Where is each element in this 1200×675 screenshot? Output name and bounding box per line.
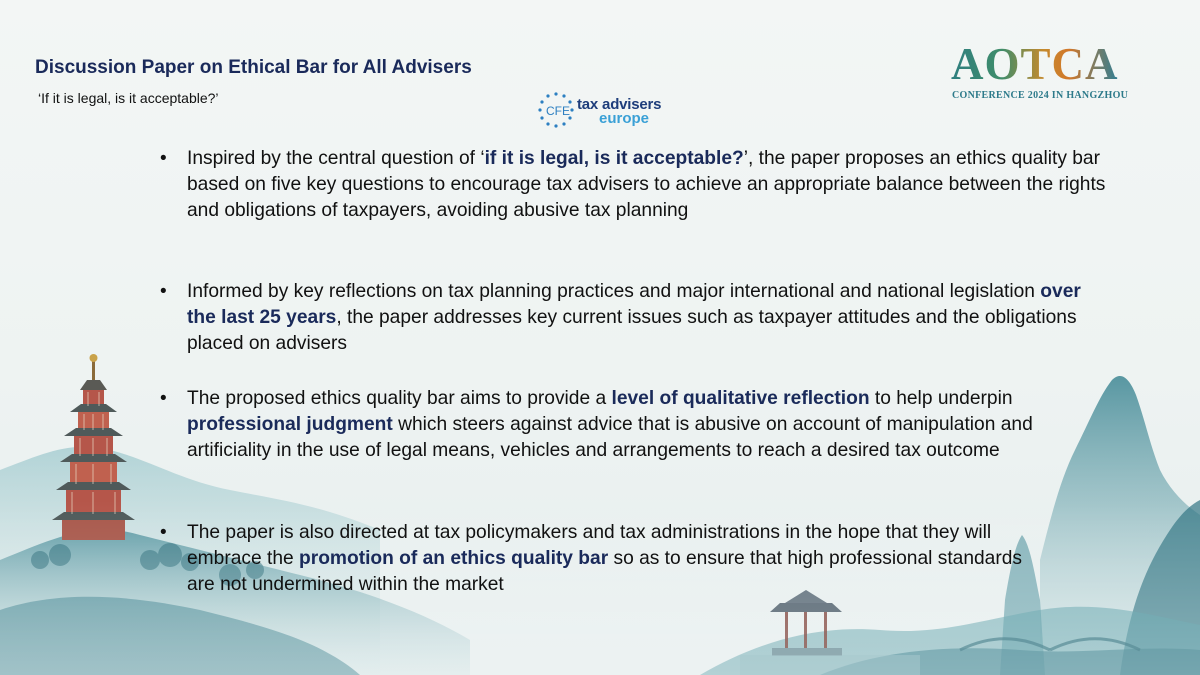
aotca-conference-subtitle: CONFERENCE 2024 IN HANGZHOU [952,90,1129,101]
cfe-tax-advisers-europe-logo [536,90,671,132]
page-subtitle: ‘If it is legal, is it acceptable?’ [38,90,219,106]
bullet-text-part: so as to ensure that high professional standards are not undermined within the market [187,548,1023,595]
bullet-dot: • [160,148,167,169]
bullet-dot: • [160,522,167,543]
bullet-text [187,146,1107,224]
bullet-text-part: The paper is also directed at tax policymakers and tax administrations in the hope that they will embrace the [187,522,992,569]
bullet-text [187,520,1047,598]
bullet-emphasis: over the last 25 years [187,281,1081,328]
bullet-text-part: ’, the paper proposes an ethics quality bar based on five key questions to encourage tax advisers to achieve an appropriate balance between the rights and obligations of taxpayers, avoiding abusive tax planning [187,148,1106,221]
bullet-text-part: Informed by key reflections on tax planning practices and major international and national legislation [187,281,1041,302]
page-title: Discussion Paper on Ethical Bar for All Advisers [35,57,472,78]
cfe-tax-advisers-text: tax advisers [577,96,662,113]
bullet-item [160,279,1107,357]
bullet-text-part: , the paper addresses key current issues such as taxpayer attitudes and the obligations placed on advisers [187,307,1077,354]
bullet-item [160,386,1107,464]
bullet-text [187,279,1107,357]
bullet-text-part: which steers against advice that is abusive on account of manipulation and artificiality in the use of legal means, vehicles and arrangements to reach a desired tax outcome [187,414,1033,461]
bullet-emphasis: professional judgment [187,414,393,435]
bullet-item [160,146,1107,224]
aotca-wordmark: AOTCA [951,39,1119,89]
bullet-text-part: to help underpin [869,388,1013,409]
bullet-emphasis: level of qualitative reflection [611,388,870,409]
bullet-emphasis: promotion of an ethics quality bar [299,548,609,569]
aotca-conference-logo [948,38,1148,108]
bullet-emphasis: if it is legal, is it acceptable? [484,148,744,169]
cfe-abbrev: CFE [546,104,570,118]
bullet-item [160,520,1047,598]
bullet-text [187,386,1107,464]
bullet-dot: • [160,281,167,302]
bullet-dot: • [160,388,167,409]
bullet-text-part: The proposed ethics quality bar aims to provide a [187,388,612,409]
cfe-europe-text: europe [599,110,650,127]
bullet-text-part: Inspired by the central question of ‘ [187,148,485,169]
